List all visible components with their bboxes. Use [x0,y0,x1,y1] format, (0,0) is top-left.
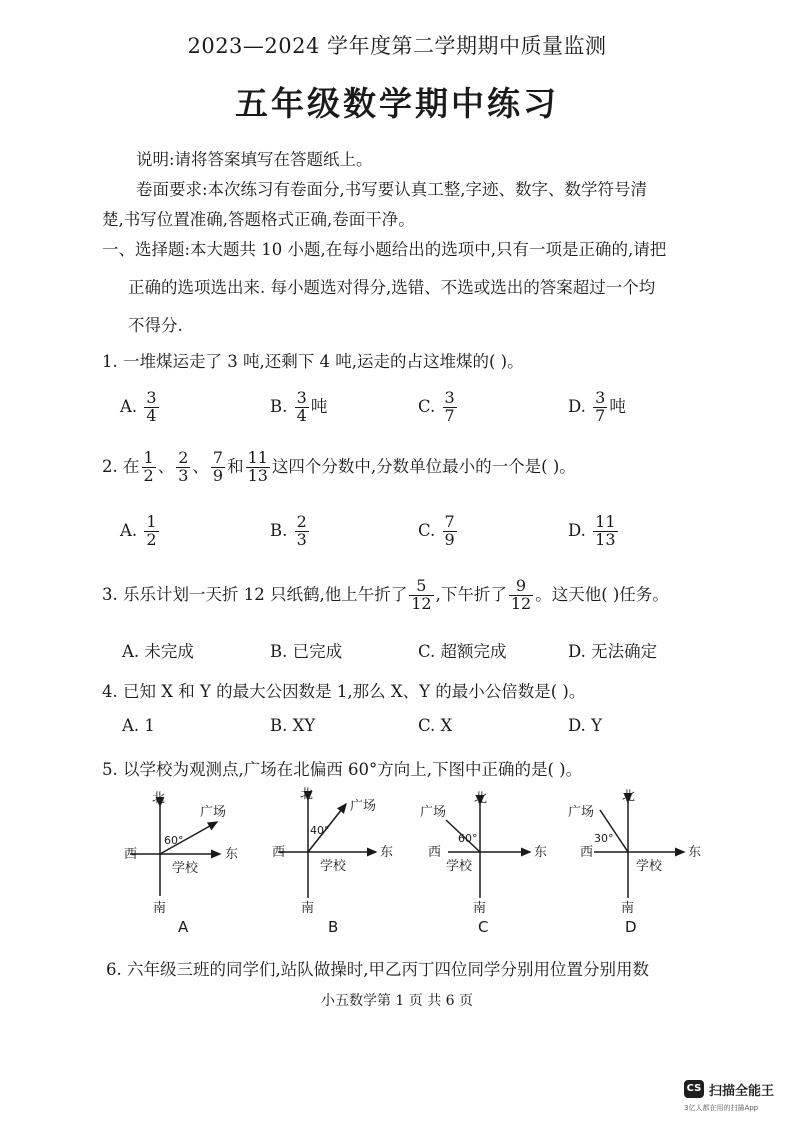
north-label: 北 [474,791,488,806]
south-label: 南 [473,901,487,916]
plaza-label: 广场 [568,805,595,820]
east-label: 东 [225,847,239,862]
diagram-d [568,789,701,936]
q3-option-c: C. 超额完成 [418,642,507,661]
q3-option-d: D. 无法确定 [568,642,658,661]
south-label: 南 [621,901,635,916]
diagram-a [124,791,238,936]
q4-stem: 4. 已知 X 和 Y 的最大公因数是 1,那么 X、Y 的最小公倍数是( )。 [102,682,586,701]
south-label: 南 [153,901,167,916]
angle-label: 60° [164,834,184,847]
q1-option-b: B. $\frac{3}{4}$ 吨 [270,388,328,425]
q2-stem: 2. 在 $\frac{1}{2}$ 、 $\frac{2}{3}$ 、 $\frac{7}{9}$ 和 $\frac{11}{13}$ 这四个分数中,分数单位最小的一个是( )。 [102,448,576,485]
q1-d-fraction: $\frac{3}{7}$ [595,388,606,425]
diagram-letter: A [178,918,189,936]
q3-stem: 3. 乐乐计划一天折 12 只纸鹤,他上午折了 $\frac{5}{12}$ ,下午折了 $\frac{9}{12}$ 。这天他( )任务。 [102,576,669,613]
plaza-label: 广场 [200,805,227,820]
section1-line-1: 一、选择题:本大题共 10 小题,在每小题给出的选项中,只有一项是正确的,请把 [102,240,667,259]
east-label: 东 [688,845,702,860]
scanner-logo-icon: CS [684,1080,704,1098]
q5-direction-diagrams [110,786,710,942]
q2-option-c: C. $\frac{7}{9}$ [418,512,455,549]
plaza-label: 广场 [350,799,377,814]
west-label: 西 [124,847,138,862]
q1-b-fraction: $\frac{3}{4}$ [296,388,307,425]
exam-header: 2023—2024 学年度第二学期期中质量监测 [187,34,607,58]
scanner-app-name: 扫描全能王 [709,1084,775,1099]
q3-option-a: A. 未完成 [122,642,194,661]
q1-option-a: A. $\frac{3}{4}$ [120,388,157,425]
plaza-label: 广场 [420,805,447,820]
west-label: 西 [272,845,286,860]
q2-option-d: D. $\frac{11}{13}$ [568,512,616,549]
q3-option-b: B. 已完成 [270,642,343,661]
angle-label: 30° [594,832,614,845]
q1-a-fraction: $\frac{3}{4}$ [146,388,157,425]
school-label: 学校 [636,859,663,874]
q4-option-d: D. Y [568,716,603,735]
q4-option-b: B. XY [270,716,316,735]
q1-option-c: C. $\frac{3}{7}$ [418,388,455,425]
section1-line-2: 正确的选项选出来. 每小题选对得分,选错、不选或选出的答案超过一个均 [128,278,656,297]
school-label: 学校 [320,859,347,874]
scanner-app-tagline: 3亿人都在用的扫描App [684,1104,759,1112]
diagram-letter: C [478,918,489,936]
q2-option-b: B. $\frac{2}{3}$ [270,512,307,549]
diagram-letter: D [625,918,637,936]
exam-title: 五年级数学期中练习 [235,84,559,123]
east-label: 东 [534,845,548,860]
west-label: 西 [580,845,594,860]
east-label: 东 [380,845,394,860]
north-label: 北 [300,787,314,802]
q1-c-fraction: $\frac{3}{7}$ [444,388,455,425]
south-label: 南 [301,901,315,916]
section1-line-3: 不得分. [128,316,183,335]
q1-stem: 1. 一堆煤运走了 3 吨,还剩下 4 吨,运走的占这堆煤的( )。 [102,352,524,371]
instruction-line-3: 楚,书写位置准确,答题格式正确,卷面干净。 [102,210,415,229]
q2-option-a: A. $\frac{1}{2}$ [120,512,157,549]
angle-label: 60° [458,832,478,845]
q4-option-a: A. 1 [122,716,155,735]
q6-stem: 6. 六年级三班的同学们,站队做操时,甲乙丙丁四位同学分别用位置分别用数 [106,960,649,979]
north-label: 北 [152,791,166,806]
diagram-c [420,791,547,936]
q1-option-d: D. $\frac{3}{7}$ 吨 [568,388,626,425]
instruction-line-1: 说明:请将答案填写在答题纸上。 [136,150,373,169]
north-label: 北 [622,789,636,804]
angle-label: 40° [310,824,330,837]
school-label: 学校 [446,859,473,874]
q5-stem: 5. 以学校为观测点,广场在北偏西 60°方向上,下图中正确的是( )。 [102,760,583,779]
diagram-letter: B [328,918,339,936]
school-label: 学校 [172,861,199,876]
page-footer: 小五数学第 1 页 共 6 页 [320,993,474,1009]
west-label: 西 [428,845,442,860]
diagram-b [272,787,393,936]
q4-option-c: C. X [418,716,453,735]
instruction-line-2: 卷面要求:本次练习有卷面分,书写要认真工整,字迹、数字、数学符号清 [136,180,648,199]
